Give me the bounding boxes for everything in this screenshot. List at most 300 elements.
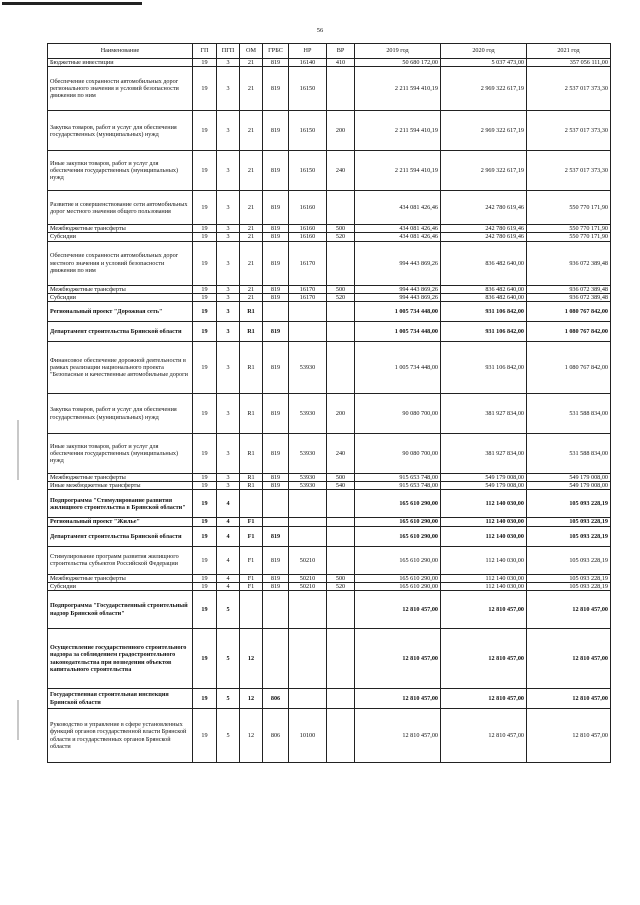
cell-grbs — [263, 591, 289, 629]
cell-2020: 381 927 834,00 — [441, 394, 527, 434]
table-row — [48, 191, 611, 225]
cell-2021: 2 537 017 373,30 — [527, 67, 611, 111]
cell-grbs: 819 — [263, 67, 289, 111]
cell-gp: 19 — [193, 59, 217, 67]
col-header-2021: 2021 год — [527, 44, 611, 59]
cell-2020: 836 482 640,00 — [441, 293, 527, 301]
cell-om: F1 — [240, 546, 263, 574]
cell-2021: 105 093 228,19 — [527, 490, 611, 518]
cell-name: Межбюджетные трансферты — [48, 225, 193, 233]
cell-2020: 112 140 030,00 — [441, 574, 527, 582]
cell-gp: 19 — [193, 474, 217, 482]
cell-name: Обеспечение сохранности автомобильных дорог регионального значения и условий безопасности движения по ним — [48, 67, 193, 111]
cell-2021: 2 537 017 373,30 — [527, 111, 611, 151]
cell-2019: 915 653 748,00 — [355, 482, 441, 490]
cell-name: Развитие и совершенствование сети автомобильных дорог местного значения общего пользования — [48, 191, 193, 225]
table-row — [48, 629, 611, 689]
cell-om: 12 — [240, 629, 263, 689]
cell-vr: 200 — [327, 394, 355, 434]
cell-grbs: 819 — [263, 342, 289, 394]
cell-2021: 105 093 228,19 — [527, 574, 611, 582]
table-row — [48, 241, 611, 285]
cell-name: Иные закупки товаров, работ и услуг для обеспечения государственных (муниципальных) нужд — [48, 434, 193, 474]
cell-om: 12 — [240, 709, 263, 763]
cell-name: Бюджетные инвестиции — [48, 59, 193, 67]
cell-2021: 550 770 171,90 — [527, 225, 611, 233]
cell-om: 21 — [240, 225, 263, 233]
table-row — [48, 709, 611, 763]
cell-vr: 500 — [327, 474, 355, 482]
col-header-pgp: ПГП — [217, 44, 240, 59]
cell-grbs: 819 — [263, 546, 289, 574]
cell-pgp: 3 — [217, 67, 240, 111]
cell-2020: 112 140 030,00 — [441, 582, 527, 590]
cell-vr: 200 — [327, 111, 355, 151]
cell-pgp: 3 — [217, 474, 240, 482]
cell-om: R1 — [240, 474, 263, 482]
cell-grbs — [263, 518, 289, 526]
cell-vr: 540 — [327, 482, 355, 490]
cell-nr: 16170 — [289, 241, 327, 285]
table-body — [48, 59, 611, 763]
cell-pgp: 3 — [217, 302, 240, 322]
cell-nr: 16160 — [289, 233, 327, 241]
cell-2021: 936 072 389,48 — [527, 293, 611, 301]
cell-vr: 500 — [327, 225, 355, 233]
cell-gp: 19 — [193, 546, 217, 574]
page-number: 56 — [316, 27, 324, 34]
cell-2020: 2 969 322 617,19 — [441, 67, 527, 111]
cell-2021: 12 810 457,00 — [527, 689, 611, 709]
cell-2021: 1 080 767 842,00 — [527, 302, 611, 322]
cell-2019: 165 610 290,00 — [355, 490, 441, 518]
scan-edge-line — [2, 2, 142, 5]
cell-vr: 520 — [327, 582, 355, 590]
cell-name: Руководство и управление в сфере установленных функций органов государственной власти Брянской области и государственных органов Брянской области — [48, 709, 193, 763]
table-row — [48, 394, 611, 434]
cell-nr: 50210 — [289, 574, 327, 582]
cell-om: R1 — [240, 434, 263, 474]
cell-nr: 53930 — [289, 394, 327, 434]
table-row — [48, 482, 611, 490]
cell-2020: 12 810 457,00 — [441, 591, 527, 629]
cell-vr — [327, 518, 355, 526]
cell-nr — [289, 629, 327, 689]
cell-2019: 434 081 426,46 — [355, 233, 441, 241]
cell-pgp: 3 — [217, 322, 240, 342]
scan-artifact — [17, 700, 19, 740]
cell-nr: 50210 — [289, 582, 327, 590]
cell-2020: 112 140 030,00 — [441, 490, 527, 518]
cell-vr — [327, 191, 355, 225]
cell-grbs: 819 — [263, 394, 289, 434]
table-row — [48, 302, 611, 322]
cell-2019: 434 081 426,46 — [355, 225, 441, 233]
cell-vr: 500 — [327, 574, 355, 582]
cell-name: Обеспечение сохранности автомобильных дорог местного значения и условий безопасности движения по ним — [48, 241, 193, 285]
table-row — [48, 151, 611, 191]
cell-om: R1 — [240, 394, 263, 434]
cell-2020: 12 810 457,00 — [441, 709, 527, 763]
cell-vr — [327, 689, 355, 709]
cell-nr: 16170 — [289, 293, 327, 301]
cell-2020: 549 179 008,00 — [441, 482, 527, 490]
cell-vr — [327, 342, 355, 394]
cell-2021: 105 093 228,19 — [527, 546, 611, 574]
cell-om — [240, 591, 263, 629]
cell-nr — [289, 490, 327, 518]
cell-2021: 12 810 457,00 — [527, 591, 611, 629]
cell-grbs: 819 — [263, 574, 289, 582]
table-row — [48, 546, 611, 574]
cell-pgp: 3 — [217, 394, 240, 434]
cell-om: 21 — [240, 191, 263, 225]
cell-nr: 10100 — [289, 709, 327, 763]
cell-vr — [327, 526, 355, 546]
cell-om — [240, 490, 263, 518]
cell-om: 21 — [240, 233, 263, 241]
cell-2020: 931 106 842,00 — [441, 322, 527, 342]
table-row — [48, 689, 611, 709]
table-row — [48, 490, 611, 518]
cell-2021: 936 072 389,48 — [527, 285, 611, 293]
table-row — [48, 582, 611, 590]
cell-name: Субсидии — [48, 233, 193, 241]
cell-2021: 357 056 111,00 — [527, 59, 611, 67]
cell-pgp: 3 — [217, 241, 240, 285]
col-header-2019: 2019 год — [355, 44, 441, 59]
cell-gp: 19 — [193, 322, 217, 342]
cell-2019: 915 653 748,00 — [355, 474, 441, 482]
cell-pgp: 3 — [217, 293, 240, 301]
cell-vr: 410 — [327, 59, 355, 67]
cell-2021: 2 537 017 373,30 — [527, 151, 611, 191]
cell-2020: 112 140 030,00 — [441, 546, 527, 574]
cell-om: 21 — [240, 285, 263, 293]
cell-2020: 2 969 322 617,19 — [441, 151, 527, 191]
cell-gp: 19 — [193, 709, 217, 763]
cell-om: 21 — [240, 111, 263, 151]
cell-pgp: 3 — [217, 111, 240, 151]
cell-vr: 240 — [327, 434, 355, 474]
cell-pgp: 3 — [217, 225, 240, 233]
cell-om: 21 — [240, 293, 263, 301]
cell-2019: 165 610 290,00 — [355, 582, 441, 590]
cell-2019: 165 610 290,00 — [355, 518, 441, 526]
cell-2019: 12 810 457,00 — [355, 591, 441, 629]
cell-2019: 994 443 869,26 — [355, 241, 441, 285]
cell-vr — [327, 709, 355, 763]
cell-name: Подпрограмма "Государственный строительный надзор Брянской области" — [48, 591, 193, 629]
cell-gp: 19 — [193, 233, 217, 241]
cell-grbs: 819 — [263, 233, 289, 241]
cell-pgp: 3 — [217, 434, 240, 474]
table-row — [48, 526, 611, 546]
cell-2019: 2 211 594 410,19 — [355, 111, 441, 151]
cell-vr — [327, 322, 355, 342]
cell-pgp: 3 — [217, 191, 240, 225]
cell-om: F1 — [240, 518, 263, 526]
cell-name: Закупка товаров, работ и услуг для обеспечения государственных (муниципальных) нужд — [48, 394, 193, 434]
cell-pgp: 4 — [217, 582, 240, 590]
col-header-gp: ГП — [193, 44, 217, 59]
cell-om: 21 — [240, 151, 263, 191]
cell-nr: 50210 — [289, 546, 327, 574]
table-row — [48, 111, 611, 151]
cell-pgp: 3 — [217, 59, 240, 67]
cell-gp: 19 — [193, 591, 217, 629]
cell-gp: 19 — [193, 151, 217, 191]
table-row — [48, 434, 611, 474]
cell-pgp: 4 — [217, 490, 240, 518]
cell-2019: 165 610 290,00 — [355, 546, 441, 574]
cell-2020: 242 780 619,46 — [441, 233, 527, 241]
cell-nr: 16160 — [289, 225, 327, 233]
cell-nr: 16150 — [289, 67, 327, 111]
cell-vr: 500 — [327, 285, 355, 293]
cell-gp: 19 — [193, 526, 217, 546]
cell-name: Межбюджетные трансферты — [48, 474, 193, 482]
cell-om: R1 — [240, 322, 263, 342]
table-row — [48, 293, 611, 301]
cell-nr: 16150 — [289, 111, 327, 151]
cell-2021: 12 810 457,00 — [527, 629, 611, 689]
cell-2021: 531 588 834,00 — [527, 394, 611, 434]
cell-vr: 520 — [327, 233, 355, 241]
cell-2019: 1 005 734 448,00 — [355, 322, 441, 342]
cell-name: Межбюджетные трансферты — [48, 285, 193, 293]
cell-gp: 19 — [193, 225, 217, 233]
cell-nr: 53930 — [289, 342, 327, 394]
table-row — [48, 474, 611, 482]
cell-nr: 16160 — [289, 191, 327, 225]
cell-om: 12 — [240, 689, 263, 709]
cell-om: 21 — [240, 67, 263, 111]
cell-gp: 19 — [193, 574, 217, 582]
cell-2020: 836 482 640,00 — [441, 241, 527, 285]
cell-2020: 2 969 322 617,19 — [441, 111, 527, 151]
cell-2019: 90 080 700,00 — [355, 434, 441, 474]
cell-grbs: 819 — [263, 434, 289, 474]
cell-2020: 12 810 457,00 — [441, 689, 527, 709]
cell-gp: 19 — [193, 629, 217, 689]
cell-2019: 1 005 734 448,00 — [355, 302, 441, 322]
cell-pgp: 4 — [217, 526, 240, 546]
cell-gp: 19 — [193, 582, 217, 590]
cell-grbs: 819 — [263, 482, 289, 490]
cell-name: Субсидии — [48, 582, 193, 590]
cell-gp: 19 — [193, 191, 217, 225]
cell-nr: 16170 — [289, 285, 327, 293]
cell-name: Государственная строительная инспекция Брянской области — [48, 689, 193, 709]
cell-pgp: 5 — [217, 591, 240, 629]
cell-2019: 2 211 594 410,19 — [355, 67, 441, 111]
cell-om: R1 — [240, 482, 263, 490]
cell-name: Департамент строительства Брянской области — [48, 526, 193, 546]
cell-gp: 19 — [193, 689, 217, 709]
table-row — [48, 285, 611, 293]
col-header-nr: НР — [289, 44, 327, 59]
cell-pgp: 4 — [217, 546, 240, 574]
cell-nr — [289, 526, 327, 546]
cell-name: Региональный проект "Дорожная сеть" — [48, 302, 193, 322]
cell-nr — [289, 322, 327, 342]
cell-2020: 931 106 842,00 — [441, 342, 527, 394]
cell-nr: 53930 — [289, 482, 327, 490]
cell-2019: 12 810 457,00 — [355, 689, 441, 709]
col-header-vr: ВР — [327, 44, 355, 59]
cell-grbs: 819 — [263, 322, 289, 342]
cell-vr: 240 — [327, 151, 355, 191]
cell-2021: 1 080 767 842,00 — [527, 322, 611, 342]
cell-2019: 2 211 594 410,19 — [355, 151, 441, 191]
cell-gp: 19 — [193, 293, 217, 301]
cell-2021: 550 770 171,90 — [527, 191, 611, 225]
cell-grbs: 806 — [263, 689, 289, 709]
table-row — [48, 59, 611, 67]
cell-2021: 105 093 228,19 — [527, 518, 611, 526]
cell-grbs: 819 — [263, 526, 289, 546]
cell-pgp: 4 — [217, 574, 240, 582]
cell-grbs — [263, 629, 289, 689]
cell-gp: 19 — [193, 342, 217, 394]
cell-vr — [327, 490, 355, 518]
cell-om: F1 — [240, 526, 263, 546]
cell-gp: 19 — [193, 518, 217, 526]
scan-artifact — [17, 420, 19, 480]
cell-om: 21 — [240, 59, 263, 67]
cell-grbs — [263, 490, 289, 518]
table-row — [48, 574, 611, 582]
table-row — [48, 518, 611, 526]
cell-grbs: 819 — [263, 151, 289, 191]
cell-2019: 12 810 457,00 — [355, 629, 441, 689]
cell-name: Иные межбюджетные трансферты — [48, 482, 193, 490]
table-row — [48, 591, 611, 629]
cell-gp: 19 — [193, 434, 217, 474]
cell-om: F1 — [240, 582, 263, 590]
cell-pgp: 3 — [217, 151, 240, 191]
cell-name: Межбюджетные трансферты — [48, 574, 193, 582]
cell-name: Департамент строительства Брянской области — [48, 322, 193, 342]
cell-grbs: 806 — [263, 709, 289, 763]
cell-2019: 994 443 869,26 — [355, 293, 441, 301]
cell-pgp: 3 — [217, 342, 240, 394]
cell-om: F1 — [240, 574, 263, 582]
cell-grbs: 819 — [263, 225, 289, 233]
cell-grbs: 819 — [263, 191, 289, 225]
cell-2021: 1 080 767 842,00 — [527, 342, 611, 394]
cell-2021: 531 588 834,00 — [527, 434, 611, 474]
cell-grbs: 819 — [263, 293, 289, 301]
cell-om: 21 — [240, 241, 263, 285]
cell-grbs: 819 — [263, 474, 289, 482]
col-header-grbs: ГРБС — [263, 44, 289, 59]
cell-nr — [289, 518, 327, 526]
cell-name: Подпрограмма "Стимулирование развития жилищного строительства в Брянской области" — [48, 490, 193, 518]
cell-name: Закупка товаров, работ и услуг для обеспечения государственных (муниципальных) нужд — [48, 111, 193, 151]
cell-grbs: 819 — [263, 582, 289, 590]
cell-2019: 165 610 290,00 — [355, 574, 441, 582]
cell-pgp: 3 — [217, 482, 240, 490]
cell-2019: 12 810 457,00 — [355, 709, 441, 763]
cell-2021: 105 093 228,19 — [527, 582, 611, 590]
cell-2019: 1 005 734 448,00 — [355, 342, 441, 394]
cell-om: R1 — [240, 342, 263, 394]
cell-gp: 19 — [193, 67, 217, 111]
table-row — [48, 342, 611, 394]
cell-2020: 242 780 619,46 — [441, 191, 527, 225]
cell-name: Иные закупки товаров, работ и услуг для обеспечения государственных (муниципальных) нужд — [48, 151, 193, 191]
cell-2021: 12 810 457,00 — [527, 709, 611, 763]
cell-name: Региональный проект "Жилье" — [48, 518, 193, 526]
cell-nr: 53930 — [289, 474, 327, 482]
cell-om: R1 — [240, 302, 263, 322]
header-row — [48, 44, 611, 59]
cell-pgp: 4 — [217, 518, 240, 526]
budget-table — [47, 43, 611, 763]
cell-vr — [327, 546, 355, 574]
cell-pgp: 3 — [217, 285, 240, 293]
cell-nr: 16140 — [289, 59, 327, 67]
cell-vr — [327, 591, 355, 629]
col-header-name: Наименование — [48, 44, 193, 59]
cell-2020: 381 927 834,00 — [441, 434, 527, 474]
cell-gp: 19 — [193, 302, 217, 322]
cell-nr: 16150 — [289, 151, 327, 191]
cell-2020: 5 037 473,00 — [441, 59, 527, 67]
cell-vr — [327, 302, 355, 322]
cell-gp: 19 — [193, 490, 217, 518]
cell-pgp: 3 — [217, 233, 240, 241]
cell-grbs: 819 — [263, 59, 289, 67]
cell-2021: 549 179 008,00 — [527, 474, 611, 482]
table-row — [48, 67, 611, 111]
cell-gp: 19 — [193, 482, 217, 490]
cell-2020: 836 482 640,00 — [441, 285, 527, 293]
cell-2019: 434 081 426,46 — [355, 191, 441, 225]
cell-2019: 50 680 172,00 — [355, 59, 441, 67]
col-header-om: ОМ — [240, 44, 263, 59]
cell-pgp: 5 — [217, 629, 240, 689]
cell-2021: 105 093 228,19 — [527, 526, 611, 546]
cell-2021: 549 179 008,00 — [527, 482, 611, 490]
cell-2020: 112 140 030,00 — [441, 526, 527, 546]
table-row — [48, 225, 611, 233]
cell-vr — [327, 629, 355, 689]
cell-gp: 19 — [193, 285, 217, 293]
cell-vr — [327, 67, 355, 111]
cell-grbs: 819 — [263, 285, 289, 293]
cell-gp: 19 — [193, 111, 217, 151]
cell-name: Осуществление государственного строительного надзора за соблюдением градостроительного законодательства при возведении объектов капитального строительства — [48, 629, 193, 689]
cell-2021: 550 770 171,90 — [527, 233, 611, 241]
cell-2021: 936 072 389,48 — [527, 241, 611, 285]
cell-nr — [289, 591, 327, 629]
cell-pgp: 5 — [217, 709, 240, 763]
cell-2019: 165 610 290,00 — [355, 526, 441, 546]
cell-name: Финансовое обеспечение дорожной деятельности в рамках реализации национального проекта "Безопасные и качественные автомобильные дороги — [48, 342, 193, 394]
table-row — [48, 322, 611, 342]
cell-vr — [327, 241, 355, 285]
cell-nr — [289, 302, 327, 322]
cell-2020: 931 106 842,00 — [441, 302, 527, 322]
col-header-2020: 2020 год — [441, 44, 527, 59]
cell-2019: 994 443 869,26 — [355, 285, 441, 293]
cell-nr: 53930 — [289, 434, 327, 474]
cell-vr: 520 — [327, 293, 355, 301]
cell-grbs: 819 — [263, 241, 289, 285]
